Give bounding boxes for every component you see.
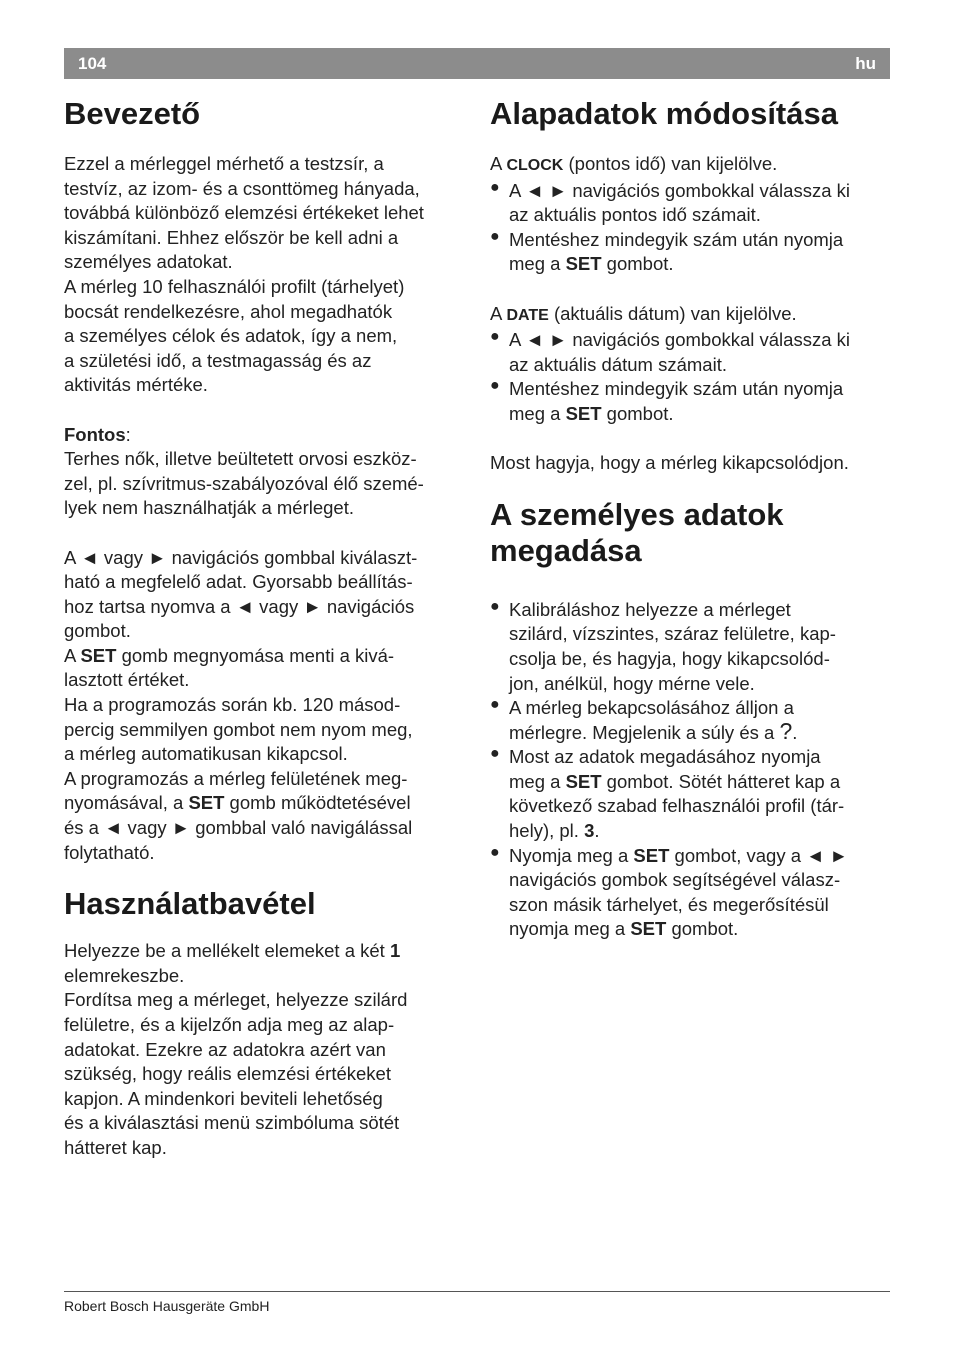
use-line: szükség, hogy reális elemzési értékeket: [64, 1063, 391, 1085]
heading-use: Használatbavétel: [64, 886, 316, 922]
cont-line: nyomásával, a SET gomb működtetésével: [64, 792, 411, 814]
list-item: ● Kalibráláshoz helyezze a mérleget szilárd, vízszintes, száraz felületre, kap- csolja be, és hagyja, hogy kikapcsolód- jon, anélkül, hogy mérne vele.: [490, 597, 836, 694]
important-label: Fontos:: [64, 423, 131, 445]
use-line: adatokat. Ezekre az adatokra azért van: [64, 1038, 386, 1060]
right-column: [490, 96, 890, 942]
important-line: Terhes nők, illetve beültetett orvosi eszköz-: [64, 448, 417, 470]
intro-line: bocsát rendelkezésre, ahol megadhatók: [64, 300, 393, 322]
clock-line: A CLOCK (pontos idő) van kijelölve.: [490, 153, 778, 174]
nav-line: A ◄ vagy ► navigációs gombbal kiválaszt-: [64, 546, 418, 568]
prog-line: A programozás a mérleg felületének meg-: [64, 767, 408, 789]
heading-personal-2: megadása: [490, 532, 642, 568]
left-column: [64, 96, 464, 1161]
intro-line: a személyes célok és adatok, így a nem,: [64, 325, 398, 347]
intro-line: személyes adatokat.: [64, 251, 233, 273]
list-item: ● Most az adatok megadásához nyomja meg a SET gombot. Sötét hátteret kap a következő szabad felhasználói profil (tár- hely), pl. 3.: [490, 745, 845, 842]
intro-line: A mérleg 10 felhasználói profilt (tárhelyet): [64, 275, 405, 297]
intro-line: a születési idő, a testmagasság és az: [64, 349, 372, 371]
use-line: Fordítsa meg a mérleget, helyezze szilárd: [64, 989, 408, 1011]
intro-line: testvíz, az izom- és a csonttömeg hányada,: [64, 177, 420, 199]
heading-personal-1: A személyes adatok: [490, 496, 784, 532]
nav-line: gombot.: [64, 620, 131, 642]
date-line: A DATE (aktuális dátum) van kijelölve.: [490, 302, 797, 324]
list-item: ● Mentéshez mindegyik szám után nyomja meg a SET gombot.: [490, 377, 844, 424]
page-number: 104: [78, 54, 107, 73]
set-line: lasztott értéket.: [64, 669, 190, 691]
use-line: Helyezze be a mellékelt elemeket a két 1: [64, 940, 401, 962]
prog-line: Ha a programozás során kb. 120 másod-: [64, 694, 401, 716]
now-line: Most hagyja, hogy a mérleg kikapcsolódjon.: [490, 452, 849, 474]
heading-basic-data: Alapadatok módosítása: [490, 96, 838, 131]
list-item: ● Mentéshez mindegyik szám után nyomja meg a SET gombot.: [490, 227, 844, 275]
footer-company: Robert Bosch Hausgeräte GmbH: [64, 1298, 270, 1314]
use-line: és a kiválasztási menü szimbóluma sötét: [64, 1112, 400, 1134]
intro-line: Ezzel a mérleggel mérhető a testzsír, a: [64, 153, 384, 174]
intro-line: továbbá különböző elemzési értékeket lehet: [64, 202, 424, 224]
prog-line: percig semmilyen gombot nem nyom meg,: [64, 718, 413, 740]
page-header-bar: [64, 48, 890, 79]
set-line: A SET gomb megnyomása menti a kivá-: [64, 644, 395, 666]
list-item: ● A mérleg bekapcsolásához álljon a mérlegre. Megjelenik a súly és a ?.: [490, 696, 798, 744]
heading-intro: Bevezető: [64, 96, 201, 131]
nav-line: ható a megfelelő adat. Gyorsabb beállítás-: [64, 571, 413, 593]
important-line: lyek nem használhatják a mérleget.: [64, 497, 354, 519]
prog-line: a mérleg automatikusan kikapcsol.: [64, 743, 348, 765]
use-line: felületre, és a kijelzőn adja meg az alap-: [64, 1014, 395, 1035]
important-line: zel, pl. szívritmus-szabályozóval élő szemé-: [64, 472, 424, 494]
footer-divider: [64, 1291, 890, 1292]
list-item: ● A ◄ ► navigációs gombokkal válassza ki az aktuális pontos idő számait.: [490, 178, 850, 226]
list-item: ● Nyomja meg a SET gombot, vagy a ◄ ► navigációs gombok segítségével válasz- szon másik tárhelyet, és megerősítésül nyomja meg a SET gombot.: [490, 843, 848, 940]
intro-line: aktivitás mértéke.: [64, 374, 208, 396]
cont-line: folytatható.: [64, 841, 155, 863]
use-line: kapjon. A mindenkori beviteli lehetőség: [64, 1087, 383, 1109]
list-item: ● A ◄ ► navigációs gombokkal válassza ki az aktuális dátum számait.: [490, 328, 850, 375]
intro-line: kiszámítani. Ehhez először be kell adni a: [64, 226, 399, 248]
use-line: elemrekeszbe.: [64, 964, 185, 986]
cont-line: és a ◄ vagy ► gombbal való navigálással: [64, 817, 413, 839]
nav-line: hoz tartsa nyomva a ◄ vagy ► navigációs: [64, 595, 415, 617]
language-code: hu: [855, 54, 876, 73]
use-line: hátteret kap.: [64, 1136, 167, 1158]
